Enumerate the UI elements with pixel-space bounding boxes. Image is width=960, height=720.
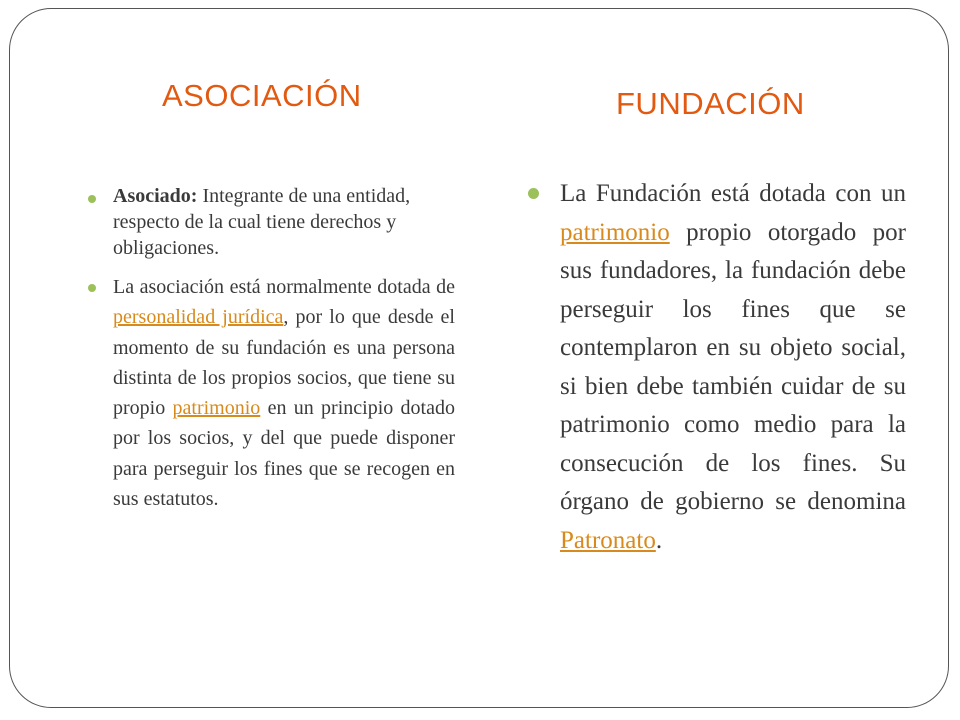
left-column (88, 183, 455, 525)
asociado-term: Asociado: (113, 185, 198, 207)
bullet-icon (88, 195, 96, 203)
bullet-icon (88, 284, 96, 292)
asociacion-paragraph (113, 272, 455, 514)
asociacion-text-3: en un principio dotado por los socios, y del que puede disponer para perseguir los fines que se recogen en sus estatutos. (113, 397, 455, 511)
heading-asociacion: ASOCIACIÓN (162, 78, 362, 113)
fundacion-paragraph (560, 175, 906, 560)
list-item-fundacion (528, 175, 906, 560)
list-item-asociacion (88, 272, 455, 514)
link-patronato[interactable]: Patronato (560, 526, 656, 554)
link-patrimonio-left[interactable]: patrimonio (172, 397, 261, 420)
asociacion-text-1: La asociación está normalmente dotada de (113, 276, 455, 298)
fundacion-text-1: La Fundación está dotada con un (560, 180, 906, 207)
fundacion-text-3: . (655, 526, 663, 554)
heading-fundacion: FUNDACIÓN (616, 86, 805, 121)
right-column (528, 175, 906, 560)
list-item-asociado (88, 183, 455, 261)
fundacion-text-2: propio otorgado por sus fundadores, la fundación debe perseguir los fines que se contemplaron en su objeto social, si bien debe también cuidar de su patrimonio como medio para la consecución de los fines. Su órgano de gobierno se denomina (560, 218, 906, 515)
asociacion-text-2: , por lo que desde el momento de su fundación es una persona distinta de los propios socios, que tiene su propio (113, 306, 455, 420)
asociado-definition (113, 183, 455, 261)
bullet-icon (528, 188, 539, 199)
link-personalidad-juridica[interactable]: personalidad jurídica (113, 306, 284, 329)
link-patrimonio-right[interactable]: patrimonio (560, 218, 670, 246)
asociado-text: Integrante de una entidad, respecto de la cual tiene derechos y obligaciones. (113, 185, 411, 259)
